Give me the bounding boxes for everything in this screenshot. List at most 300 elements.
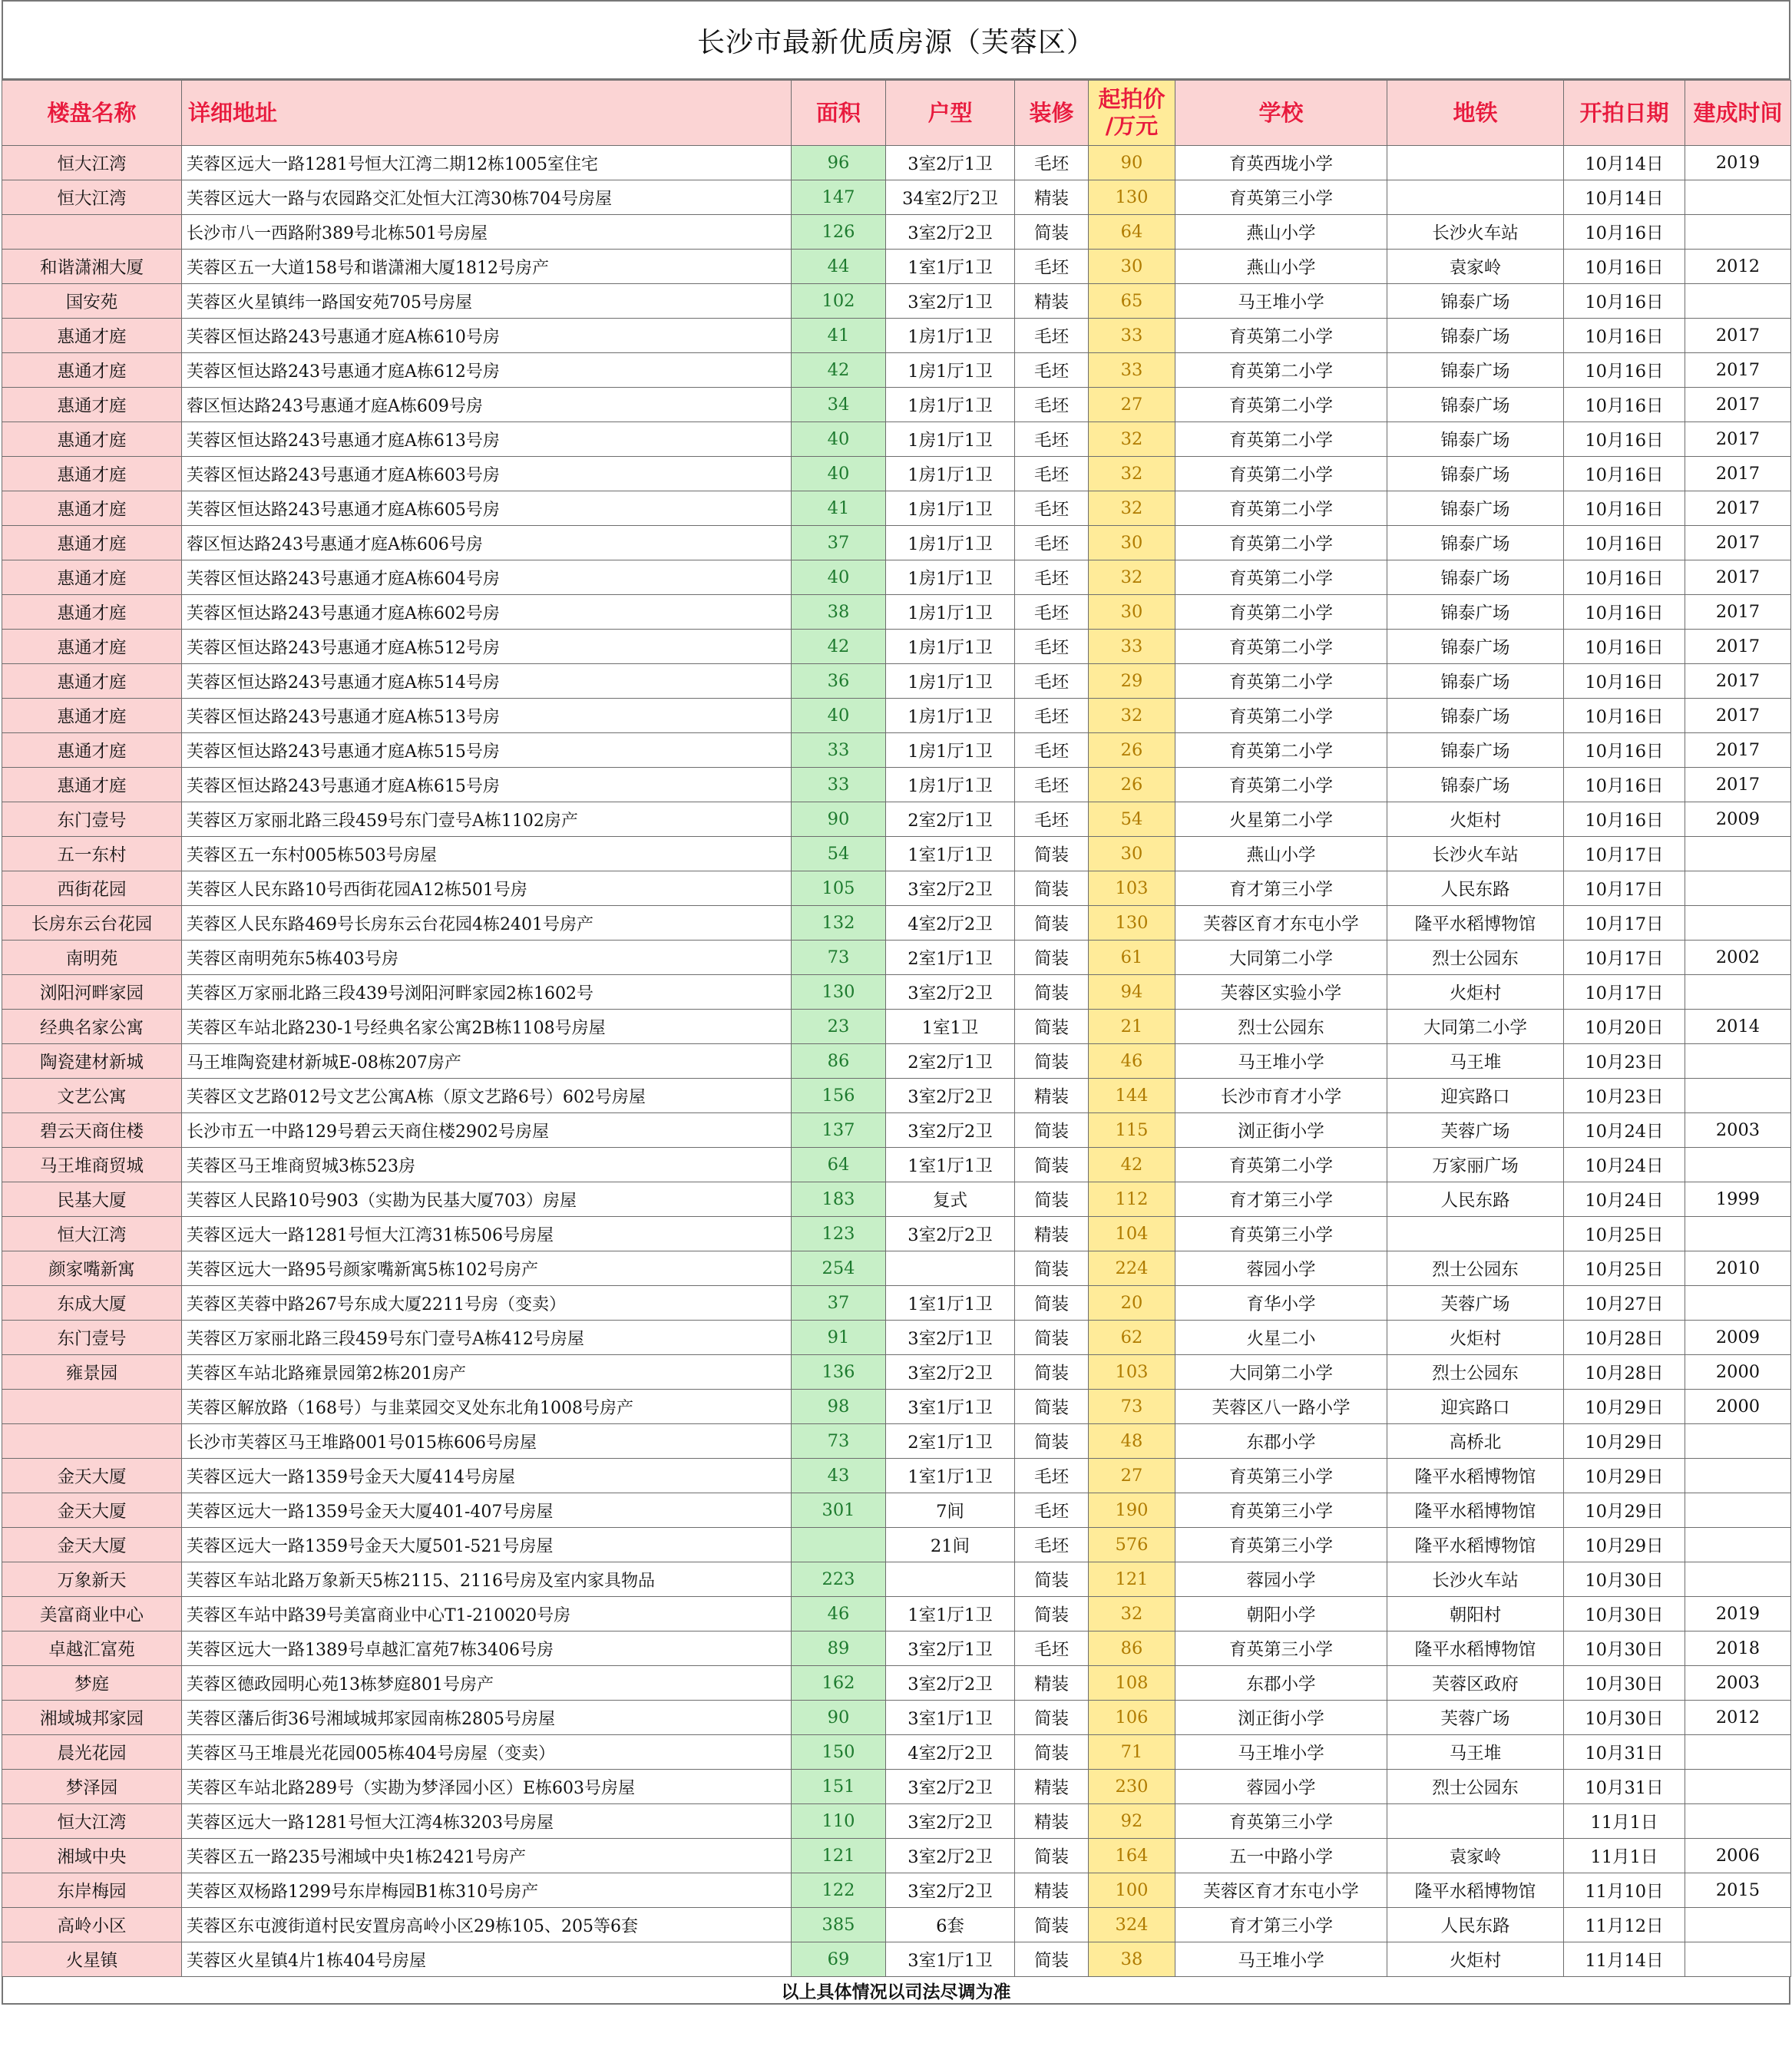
header-built-year[interactable]: 建成时间 [1685, 81, 1791, 146]
cell-school: 芙蓉区育才东屯小学 [1175, 1873, 1387, 1908]
cell-price: 32 [1089, 1597, 1175, 1631]
cell-decoration: 简装 [1015, 1424, 1089, 1459]
cell-metro: 袁家岭 [1387, 250, 1564, 284]
cell-built-year [1685, 215, 1791, 250]
header-layout[interactable]: 户型 [886, 81, 1015, 146]
header-school[interactable]: 学校 [1175, 81, 1387, 146]
cell-built-year: 2017 [1685, 353, 1791, 388]
cell-address: 芙蓉区火星镇4片1栋404号房屋 [182, 1942, 792, 1977]
cell-built-year [1685, 180, 1791, 215]
cell-auction-date: 10月16日 [1564, 215, 1685, 250]
cell-auction-date: 10月28日 [1564, 1355, 1685, 1390]
cell-layout: 4室2厅2卫 [886, 1735, 1015, 1770]
cell-auction-date: 10月16日 [1564, 733, 1685, 768]
cell-layout: 1房1厅1卫 [886, 526, 1015, 560]
cell-decoration: 毛坯 [1015, 630, 1089, 664]
cell-school: 五一中路小学 [1175, 1839, 1387, 1873]
cell-built-year [1685, 1908, 1791, 1942]
cell-layout: 1房1厅1卫 [886, 319, 1015, 353]
cell-auction-date: 11月1日 [1564, 1839, 1685, 1873]
cell-school: 燕山小学 [1175, 837, 1387, 871]
cell-built-year [1685, 1562, 1791, 1597]
cell-price: 33 [1089, 630, 1175, 664]
table-row[interactable] [2, 941, 1791, 975]
cell-price: 32 [1089, 560, 1175, 595]
cell-address: 芙蓉区车站中路39号美富商业中心T1-210020号房 [182, 1597, 792, 1631]
cell-area: 151 [792, 1770, 886, 1804]
cell-auction-date: 10月17日 [1564, 871, 1685, 906]
cell-built-year: 2014 [1685, 1010, 1791, 1044]
cell-layout: 6套 [886, 1908, 1015, 1942]
cell-name [2, 215, 182, 250]
table-row[interactable] [2, 1735, 1791, 1770]
cell-built-year: 2012 [1685, 250, 1791, 284]
cell-address: 芙蓉区万家丽北路三段459号东门壹号A栋1102房产 [182, 802, 792, 837]
table-row[interactable] [2, 1424, 1791, 1459]
cell-layout: 1室1厅1卫 [886, 1597, 1015, 1631]
header-area[interactable]: 面积 [792, 81, 886, 146]
cell-auction-date: 10月23日 [1564, 1044, 1685, 1079]
cell-built-year: 1999 [1685, 1182, 1791, 1217]
cell-built-year: 2017 [1685, 422, 1791, 457]
cell-metro: 隆平水稻博物馆 [1387, 1631, 1564, 1666]
cell-layout: 21间 [886, 1528, 1015, 1562]
cell-layout: 1房1厅1卫 [886, 664, 1015, 699]
cell-auction-date: 10月25日 [1564, 1217, 1685, 1251]
table-row[interactable] [2, 146, 1791, 180]
cell-name: 惠通才庭 [2, 491, 182, 526]
cell-area: 44 [792, 250, 886, 284]
table-row[interactable] [2, 353, 1791, 388]
table-row[interactable] [2, 699, 1791, 733]
cell-layout: 3室2厅2卫 [886, 1217, 1015, 1251]
cell-address: 芙蓉区芙蓉中路267号东成大厦2211号房（变卖） [182, 1286, 792, 1321]
cell-school: 大同第二小学 [1175, 941, 1387, 975]
table-row[interactable] [2, 975, 1791, 1010]
cell-school: 育英第二小学 [1175, 388, 1387, 422]
table-row[interactable] [2, 1873, 1791, 1908]
cell-address: 芙蓉区车站北路万象新天5栋2115、2116号房及室内家具物品 [182, 1562, 792, 1597]
cell-built-year: 2006 [1685, 1839, 1791, 1873]
cell-decoration: 简装 [1015, 1735, 1089, 1770]
cell-area: 54 [792, 837, 886, 871]
cell-school: 长沙市育才小学 [1175, 1079, 1387, 1113]
cell-school: 育英第二小学 [1175, 699, 1387, 733]
cell-auction-date: 10月30日 [1564, 1666, 1685, 1701]
cell-area: 86 [792, 1044, 886, 1079]
table-row[interactable] [2, 1217, 1791, 1251]
cell-decoration: 精装 [1015, 180, 1089, 215]
cell-layout: 1室1厅1卫 [886, 250, 1015, 284]
table-row[interactable] [2, 1251, 1791, 1286]
table-row[interactable] [2, 1113, 1791, 1148]
cell-auction-date: 10月31日 [1564, 1770, 1685, 1804]
cell-area: 40 [792, 422, 886, 457]
cell-area: 90 [792, 1701, 886, 1735]
cell-built-year [1685, 837, 1791, 871]
cell-school: 育英第三小学 [1175, 180, 1387, 215]
table-row[interactable] [2, 1666, 1791, 1701]
cell-area: 98 [792, 1390, 886, 1424]
cell-layout: 3室2厅1卫 [886, 284, 1015, 319]
header-price-line2: /万元 [1105, 113, 1159, 139]
table-row[interactable] [2, 491, 1791, 526]
header-auction-date[interactable]: 开拍日期 [1564, 81, 1685, 146]
table-row[interactable] [2, 1390, 1791, 1424]
cell-name: 美富商业中心 [2, 1597, 182, 1631]
cell-area: 130 [792, 975, 886, 1010]
cell-name: 卓越汇富苑 [2, 1631, 182, 1666]
cell-decoration: 简装 [1015, 1355, 1089, 1390]
cell-metro: 烈士公园东 [1387, 1770, 1564, 1804]
cell-name: 惠通才庭 [2, 664, 182, 699]
table-row[interactable] [2, 595, 1791, 630]
listing-table [2, 80, 1791, 1977]
cell-school: 马王堆小学 [1175, 284, 1387, 319]
table-row[interactable] [2, 1321, 1791, 1355]
table-row[interactable] [2, 1562, 1791, 1597]
cell-area: 385 [792, 1908, 886, 1942]
cell-address: 芙蓉区恒达路243号惠通才庭A栋515号房 [182, 733, 792, 768]
cell-metro: 锦泰广场 [1387, 284, 1564, 319]
cell-layout: 3室2厅2卫 [886, 1839, 1015, 1873]
cell-layout: 1室1厅1卫 [886, 1148, 1015, 1182]
table-row[interactable] [2, 319, 1791, 353]
cell-price: 90 [1089, 146, 1175, 180]
cell-name: 东门壹号 [2, 1321, 182, 1355]
cell-name: 浏阳河畔家园 [2, 975, 182, 1010]
cell-area: 33 [792, 768, 886, 802]
cell-name: 东成大厦 [2, 1286, 182, 1321]
table-row[interactable] [2, 733, 1791, 768]
cell-auction-date: 10月17日 [1564, 906, 1685, 941]
cell-auction-date: 10月17日 [1564, 975, 1685, 1010]
cell-school: 育英第三小学 [1175, 1804, 1387, 1839]
cell-address: 芙蓉区人民东路10号西街花园A12栋501号房 [182, 871, 792, 906]
cell-price: 30 [1089, 837, 1175, 871]
table-row[interactable] [2, 664, 1791, 699]
cell-price: 32 [1089, 699, 1175, 733]
cell-school: 马王堆小学 [1175, 1044, 1387, 1079]
cell-name: 西街花园 [2, 871, 182, 906]
cell-school: 育英第二小学 [1175, 422, 1387, 457]
cell-price: 26 [1089, 733, 1175, 768]
cell-built-year [1685, 1493, 1791, 1528]
cell-metro: 芙蓉广场 [1387, 1286, 1564, 1321]
cell-built-year [1685, 871, 1791, 906]
cell-metro: 隆平水稻博物馆 [1387, 1459, 1564, 1493]
cell-metro: 隆平水稻博物馆 [1387, 1873, 1564, 1908]
cell-name: 文艺公寓 [2, 1079, 182, 1113]
header-price[interactable] [1089, 81, 1175, 146]
header-metro[interactable]: 地铁 [1387, 81, 1564, 146]
cell-decoration: 精装 [1015, 1079, 1089, 1113]
cell-built-year [1685, 284, 1791, 319]
cell-school: 育英第三小学 [1175, 1217, 1387, 1251]
cell-metro: 长沙火车站 [1387, 837, 1564, 871]
table-row[interactable] [2, 1010, 1791, 1044]
cell-decoration: 毛坯 [1015, 457, 1089, 491]
cell-school: 芙蓉区八一路小学 [1175, 1390, 1387, 1424]
table-row[interactable] [2, 1839, 1791, 1873]
cell-built-year: 2017 [1685, 664, 1791, 699]
cell-address: 芙蓉区远大一路1359号金天大厦401-407号房屋 [182, 1493, 792, 1528]
cell-metro: 袁家岭 [1387, 1839, 1564, 1873]
table-row[interactable] [2, 1908, 1791, 1942]
cell-school: 育英第二小学 [1175, 768, 1387, 802]
cell-layout: 1室1卫 [886, 1010, 1015, 1044]
cell-metro: 锦泰广场 [1387, 526, 1564, 560]
cell-built-year [1685, 1079, 1791, 1113]
cell-address: 芙蓉区文艺路012号文艺公寓A栋（原文艺路6号）602号房屋 [182, 1079, 792, 1113]
table-row[interactable] [2, 215, 1791, 250]
cell-name: 惠通才庭 [2, 630, 182, 664]
cell-auction-date: 10月16日 [1564, 457, 1685, 491]
table-row[interactable] [2, 630, 1791, 664]
table-row[interactable] [2, 768, 1791, 802]
cell-auction-date: 10月16日 [1564, 526, 1685, 560]
cell-name: 惠通才庭 [2, 457, 182, 491]
cell-price: 112 [1089, 1182, 1175, 1217]
cell-layout: 2室1厅1卫 [886, 1424, 1015, 1459]
table-row[interactable] [2, 1044, 1791, 1079]
table-row[interactable] [2, 1804, 1791, 1839]
cell-price: 73 [1089, 1390, 1175, 1424]
cell-price: 48 [1089, 1424, 1175, 1459]
cell-school: 育英第二小学 [1175, 733, 1387, 768]
cell-name: 高岭小区 [2, 1908, 182, 1942]
cell-auction-date: 10月16日 [1564, 664, 1685, 699]
cell-address: 芙蓉区五一路235号湘域中央1栋2421号房产 [182, 1839, 792, 1873]
cell-address: 芙蓉区马王堆商贸城3栋523房 [182, 1148, 792, 1182]
cell-decoration: 精装 [1015, 1666, 1089, 1701]
cell-metro: 锦泰广场 [1387, 560, 1564, 595]
table-row[interactable] [2, 1770, 1791, 1804]
cell-layout: 2室1厅1卫 [886, 941, 1015, 975]
cell-auction-date: 10月14日 [1564, 180, 1685, 215]
cell-address: 芙蓉区远大一路1281号恒大江湾二期12栋1005室住宅 [182, 146, 792, 180]
cell-area: 254 [792, 1251, 886, 1286]
cell-layout: 3室2厅2卫 [886, 871, 1015, 906]
cell-metro: 烈士公园东 [1387, 1251, 1564, 1286]
cell-price: 230 [1089, 1770, 1175, 1804]
cell-address: 长沙市五一中路129号碧云天商住楼2902号房屋 [182, 1113, 792, 1148]
table-row[interactable] [2, 1631, 1791, 1666]
cell-address: 芙蓉区远大一路1359号金天大厦414号房屋 [182, 1459, 792, 1493]
cell-built-year [1685, 975, 1791, 1010]
cell-built-year [1685, 906, 1791, 941]
cell-built-year: 2017 [1685, 768, 1791, 802]
cell-school: 育才第三小学 [1175, 871, 1387, 906]
cell-name: 马王堆商贸城 [2, 1148, 182, 1182]
cell-address: 芙蓉区五一东村005栋503号房屋 [182, 837, 792, 871]
cell-area: 137 [792, 1113, 886, 1148]
table-row[interactable] [2, 1355, 1791, 1390]
cell-area: 33 [792, 733, 886, 768]
cell-address: 芙蓉区德政园明心苑13栋梦庭801号房产 [182, 1666, 792, 1701]
cell-auction-date: 10月30日 [1564, 1631, 1685, 1666]
table-row[interactable] [2, 1079, 1791, 1113]
cell-metro: 锦泰广场 [1387, 768, 1564, 802]
cell-address: 芙蓉区车站北路雍景园第2栋201房产 [182, 1355, 792, 1390]
cell-price: 130 [1089, 180, 1175, 215]
cell-price: 104 [1089, 1217, 1175, 1251]
cell-school: 燕山小学 [1175, 250, 1387, 284]
cell-built-year [1685, 1735, 1791, 1770]
cell-address: 芙蓉区车站北路230-1号经典名家公寓2B栋1108号房屋 [182, 1010, 792, 1044]
cell-school: 育英第三小学 [1175, 1459, 1387, 1493]
cell-decoration: 毛坯 [1015, 1493, 1089, 1528]
cell-decoration: 毛坯 [1015, 595, 1089, 630]
cell-auction-date: 10月20日 [1564, 1010, 1685, 1044]
cell-address: 芙蓉区东屯渡街道村民安置房高岭小区29栋105、205等6套 [182, 1908, 792, 1942]
table-row[interactable] [2, 1459, 1791, 1493]
cell-layout: 3室2厅2卫 [886, 1666, 1015, 1701]
cell-layout: 1房1厅1卫 [886, 560, 1015, 595]
cell-price: 62 [1089, 1321, 1175, 1355]
cell-name: 惠通才庭 [2, 595, 182, 630]
cell-area: 223 [792, 1562, 886, 1597]
cell-layout: 1房1厅1卫 [886, 595, 1015, 630]
cell-decoration: 精装 [1015, 1770, 1089, 1804]
table-row[interactable] [2, 250, 1791, 284]
cell-layout: 3室2厅2卫 [886, 1113, 1015, 1148]
cell-decoration: 简装 [1015, 1942, 1089, 1977]
cell-area: 96 [792, 146, 886, 180]
table-row[interactable] [2, 284, 1791, 319]
table-row[interactable] [2, 180, 1791, 215]
cell-price: 61 [1089, 941, 1175, 975]
cell-auction-date: 10月24日 [1564, 1148, 1685, 1182]
cell-built-year: 2017 [1685, 733, 1791, 768]
table-row[interactable] [2, 837, 1791, 871]
cell-built-year: 2017 [1685, 630, 1791, 664]
table-row[interactable] [2, 1597, 1791, 1631]
table-row[interactable] [2, 1528, 1791, 1562]
cell-decoration: 毛坯 [1015, 1631, 1089, 1666]
table-row[interactable] [2, 1286, 1791, 1321]
cell-school: 蓉园小学 [1175, 1251, 1387, 1286]
table-row[interactable] [2, 457, 1791, 491]
cell-layout: 1房1厅1卫 [886, 457, 1015, 491]
cell-address: 芙蓉区远大一路与农园路交汇处恒大江湾30栋704号房屋 [182, 180, 792, 215]
cell-price: 324 [1089, 1908, 1175, 1942]
cell-auction-date: 10月30日 [1564, 1701, 1685, 1735]
cell-auction-date: 10月23日 [1564, 1079, 1685, 1113]
cell-decoration: 简装 [1015, 1010, 1089, 1044]
cell-metro: 隆平水稻博物馆 [1387, 906, 1564, 941]
cell-price: 224 [1089, 1251, 1175, 1286]
cell-area: 41 [792, 491, 886, 526]
cell-address: 芙蓉区远大一路1281号恒大江湾4栋3203号房屋 [182, 1804, 792, 1839]
table-row[interactable] [2, 1182, 1791, 1217]
cell-metro: 锦泰广场 [1387, 630, 1564, 664]
table-row[interactable] [2, 802, 1791, 837]
cell-name: 惠通才庭 [2, 768, 182, 802]
cell-layout: 3室1厅1卫 [886, 1701, 1015, 1735]
cell-address: 芙蓉区远大一路1281号恒大江湾31栋506号房屋 [182, 1217, 792, 1251]
cell-price: 33 [1089, 353, 1175, 388]
table-row[interactable] [2, 1493, 1791, 1528]
cell-price: 108 [1089, 1666, 1175, 1701]
cell-area: 132 [792, 906, 886, 941]
cell-address: 芙蓉区恒达路243号惠通才庭A栋602号房 [182, 595, 792, 630]
cell-built-year: 2017 [1685, 319, 1791, 353]
cell-school: 育英第二小学 [1175, 353, 1387, 388]
cell-metro: 火炬村 [1387, 802, 1564, 837]
cell-built-year: 2017 [1685, 526, 1791, 560]
cell-price: 103 [1089, 1355, 1175, 1390]
cell-built-year [1685, 1942, 1791, 1977]
cell-price: 92 [1089, 1804, 1175, 1839]
header-decoration[interactable]: 装修 [1015, 81, 1089, 146]
table-row[interactable] [2, 526, 1791, 560]
cell-built-year [1685, 1459, 1791, 1493]
cell-metro: 锦泰广场 [1387, 664, 1564, 699]
cell-name: 金天大厦 [2, 1528, 182, 1562]
cell-built-year: 2003 [1685, 1666, 1791, 1701]
cell-school: 育英第二小学 [1175, 560, 1387, 595]
cell-school: 育英第二小学 [1175, 1148, 1387, 1182]
header-name[interactable]: 楼盘名称 [2, 81, 182, 146]
cell-address: 芙蓉区恒达路243号惠通才庭A栋605号房 [182, 491, 792, 526]
cell-auction-date: 10月28日 [1564, 1321, 1685, 1355]
cell-decoration: 精装 [1015, 1804, 1089, 1839]
cell-decoration: 简装 [1015, 1148, 1089, 1182]
cell-address: 芙蓉区恒达路243号惠通才庭A栋610号房 [182, 319, 792, 353]
cell-decoration: 毛坯 [1015, 733, 1089, 768]
cell-name: 惠通才庭 [2, 560, 182, 595]
cell-address: 芙蓉区恒达路243号惠通才庭A栋512号房 [182, 630, 792, 664]
cell-metro: 锦泰广场 [1387, 491, 1564, 526]
cell-metro: 人民东路 [1387, 871, 1564, 906]
header-address[interactable]: 详细地址 [182, 81, 792, 146]
cell-auction-date: 10月16日 [1564, 560, 1685, 595]
cell-address: 长沙市芙蓉区马王堆路001号015栋606号房屋 [182, 1424, 792, 1459]
table-row[interactable] [2, 1942, 1791, 1977]
cell-address: 芙蓉区车站北路289号（实勘为梦泽园小区）E栋603号房屋 [182, 1770, 792, 1804]
cell-decoration: 毛坯 [1015, 768, 1089, 802]
table-row[interactable] [2, 871, 1791, 906]
cell-layout: 34室2厅2卫 [886, 180, 1015, 215]
cell-metro: 长沙火车站 [1387, 1562, 1564, 1597]
cell-layout: 3室2厅1卫 [886, 146, 1015, 180]
table-row[interactable] [2, 560, 1791, 595]
cell-price: 32 [1089, 457, 1175, 491]
cell-area: 162 [792, 1666, 886, 1701]
cell-address: 芙蓉区人民东路469号长房东云台花园4栋2401号房产 [182, 906, 792, 941]
table-row[interactable] [2, 388, 1791, 422]
cell-name: 民基大厦 [2, 1182, 182, 1217]
cell-decoration: 毛坯 [1015, 319, 1089, 353]
cell-decoration: 简装 [1015, 941, 1089, 975]
table-row[interactable] [2, 906, 1791, 941]
table-row[interactable] [2, 1701, 1791, 1735]
cell-area: 37 [792, 526, 886, 560]
cell-auction-date: 10月30日 [1564, 1597, 1685, 1631]
cell-school: 芙蓉区育才东屯小学 [1175, 906, 1387, 941]
table-row[interactable] [2, 422, 1791, 457]
cell-decoration: 毛坯 [1015, 491, 1089, 526]
cell-name: 和谐潇湘大厦 [2, 250, 182, 284]
cell-school: 大同第二小学 [1175, 1355, 1387, 1390]
cell-decoration: 毛坯 [1015, 664, 1089, 699]
cell-address: 芙蓉区恒达路243号惠通才庭A栋615号房 [182, 768, 792, 802]
table-row[interactable] [2, 1148, 1791, 1182]
cell-decoration: 毛坯 [1015, 526, 1089, 560]
cell-area: 23 [792, 1010, 886, 1044]
cell-auction-date: 10月29日 [1564, 1459, 1685, 1493]
